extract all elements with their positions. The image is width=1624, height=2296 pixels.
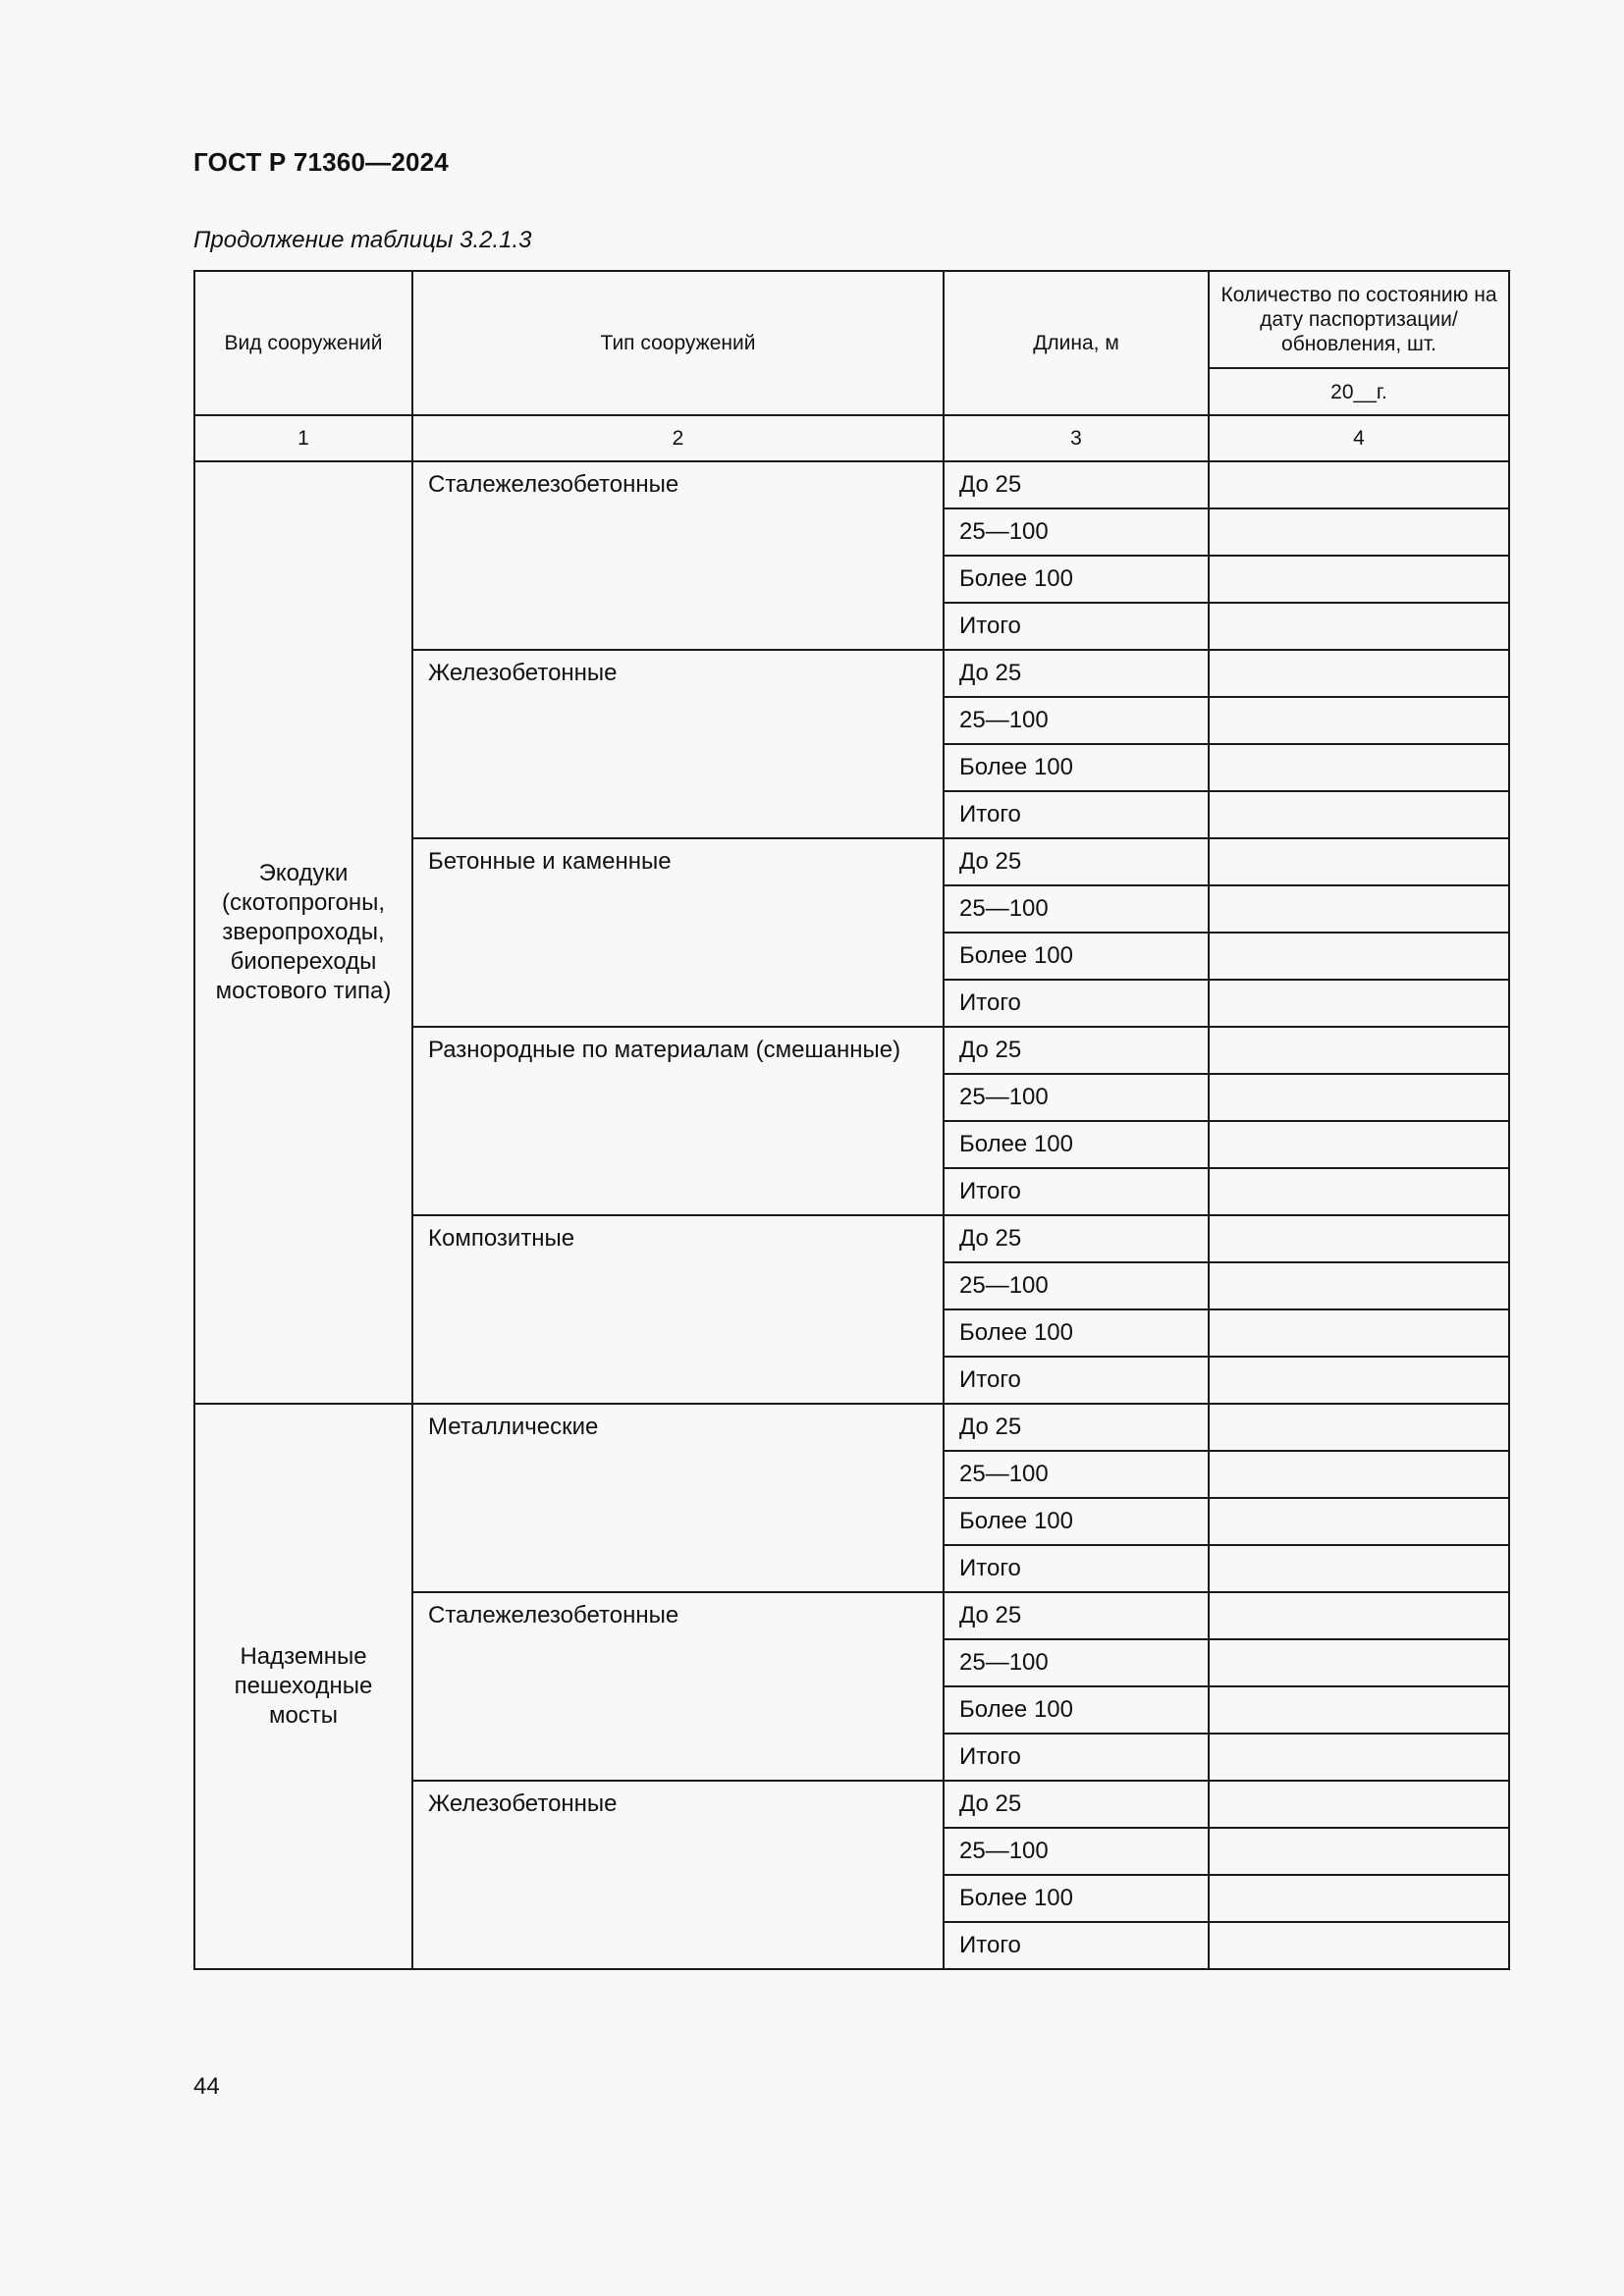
length-range-cell: 25—100: [944, 1828, 1209, 1875]
length-range-cell: Более 100: [944, 933, 1209, 980]
column-number-4: 4: [1209, 415, 1509, 461]
length-range-cell: Итого: [944, 1168, 1209, 1215]
header-quantity-year: 20__г.: [1209, 368, 1509, 415]
header-structure-kind: Вид сооружений: [194, 271, 412, 415]
length-range-cell: До 25: [944, 650, 1209, 697]
quantity-cell: [1209, 556, 1509, 603]
column-number-3: 3: [944, 415, 1209, 461]
quantity-cell: [1209, 1922, 1509, 1969]
length-range-cell: До 25: [944, 1781, 1209, 1828]
length-range-cell: До 25: [944, 1027, 1209, 1074]
structure-kind-cell: Надземные пешеходные мосты: [194, 1404, 412, 1969]
quantity-cell: [1209, 885, 1509, 933]
table-caption: Продолжение таблицы 3.2.1.3: [193, 227, 532, 253]
quantity-cell: [1209, 1309, 1509, 1357]
quantity-cell: [1209, 508, 1509, 556]
structure-type-cell: Металлические: [412, 1404, 944, 1592]
structures-table: [193, 270, 1510, 1970]
quantity-cell: [1209, 697, 1509, 744]
length-range-cell: Итого: [944, 1734, 1209, 1781]
length-range-cell: Итого: [944, 1922, 1209, 1969]
length-range-cell: Итого: [944, 1357, 1209, 1404]
quantity-cell: [1209, 980, 1509, 1027]
structure-type-cell: Железобетонные: [412, 1781, 944, 1969]
header-length: Длина, м: [944, 271, 1209, 415]
length-range-cell: Итого: [944, 1545, 1209, 1592]
length-range-cell: До 25: [944, 1592, 1209, 1639]
length-range-cell: Более 100: [944, 1686, 1209, 1734]
quantity-cell: [1209, 933, 1509, 980]
structure-kind-cell: Экодуки (скотопрогоны, зверопроходы, биопереходы мостового типа): [194, 461, 412, 1404]
quantity-cell: [1209, 1215, 1509, 1262]
length-range-cell: 25—100: [944, 1451, 1209, 1498]
quantity-cell: [1209, 1545, 1509, 1592]
structure-type-cell: Железобетонные: [412, 650, 944, 838]
length-range-cell: До 25: [944, 461, 1209, 508]
structure-type-cell: Бетонные и каменные: [412, 838, 944, 1027]
quantity-cell: [1209, 1734, 1509, 1781]
quantity-cell: [1209, 1875, 1509, 1922]
structure-type-cell: Разнородные по материалам (смешанные): [412, 1027, 944, 1215]
quantity-cell: [1209, 1168, 1509, 1215]
length-range-cell: Более 100: [944, 556, 1209, 603]
column-number-1: 1: [194, 415, 412, 461]
table-row: [194, 1404, 1509, 1451]
quantity-cell: [1209, 1404, 1509, 1451]
length-range-cell: Итого: [944, 603, 1209, 650]
quantity-cell: [1209, 1686, 1509, 1734]
length-range-cell: Более 100: [944, 1121, 1209, 1168]
header-structure-type: Тип сооружений: [412, 271, 944, 415]
quantity-cell: [1209, 744, 1509, 791]
length-range-cell: До 25: [944, 838, 1209, 885]
length-range-cell: 25—100: [944, 697, 1209, 744]
length-range-cell: Итого: [944, 791, 1209, 838]
table-row: [194, 461, 1509, 508]
quantity-cell: [1209, 1498, 1509, 1545]
length-range-cell: 25—100: [944, 1639, 1209, 1686]
quantity-cell: [1209, 838, 1509, 885]
quantity-cell: [1209, 1074, 1509, 1121]
header-quantity: Количество по состоянию на дату паспортизации/ обновления, шт.: [1209, 271, 1509, 368]
length-range-cell: Более 100: [944, 1875, 1209, 1922]
length-range-cell: 25—100: [944, 1262, 1209, 1309]
length-range-cell: 25—100: [944, 508, 1209, 556]
quantity-cell: [1209, 1357, 1509, 1404]
quantity-cell: [1209, 1781, 1509, 1828]
length-range-cell: Более 100: [944, 1498, 1209, 1545]
quantity-cell: [1209, 1027, 1509, 1074]
structure-type-cell: Композитные: [412, 1215, 944, 1404]
length-range-cell: Итого: [944, 980, 1209, 1027]
length-range-cell: До 25: [944, 1215, 1209, 1262]
quantity-cell: [1209, 1262, 1509, 1309]
structure-type-cell: Сталежелезобетонные: [412, 461, 944, 650]
quantity-cell: [1209, 1121, 1509, 1168]
length-range-cell: 25—100: [944, 1074, 1209, 1121]
quantity-cell: [1209, 1828, 1509, 1875]
quantity-cell: [1209, 650, 1509, 697]
structure-type-cell: Сталежелезобетонные: [412, 1592, 944, 1781]
length-range-cell: Более 100: [944, 744, 1209, 791]
table-body: [194, 461, 1509, 1969]
quantity-cell: [1209, 1639, 1509, 1686]
quantity-cell: [1209, 791, 1509, 838]
quantity-cell: [1209, 1451, 1509, 1498]
quantity-cell: [1209, 1592, 1509, 1639]
length-range-cell: 25—100: [944, 885, 1209, 933]
column-number-2: 2: [412, 415, 944, 461]
quantity-cell: [1209, 461, 1509, 508]
table-header: [194, 271, 1509, 461]
document-title: ГОСТ Р 71360—2024: [193, 147, 449, 177]
length-range-cell: Более 100: [944, 1309, 1209, 1357]
page-number: 44: [193, 2073, 220, 2100]
quantity-cell: [1209, 603, 1509, 650]
length-range-cell: До 25: [944, 1404, 1209, 1451]
